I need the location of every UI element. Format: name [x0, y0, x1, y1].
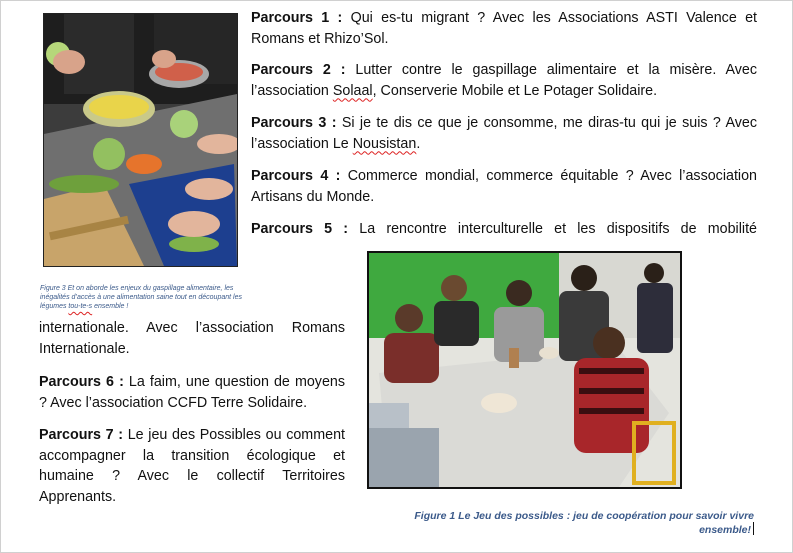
paragraph-parcours-5: Parcours 5 : La rencontre interculturelle et les dispositifs de mobilité	[251, 221, 757, 237]
flagged-word-nousistan: Nousistan	[352, 135, 417, 152]
text-cursor	[753, 522, 754, 535]
figure-3-caption-flagged-word: tou-te-s	[68, 303, 93, 310]
figure-1-caption: Figure 1 Le Jeu des possibles : jeu de coopération pour savoir vivre ensemble!	[414, 510, 754, 536]
paragraph-parcours-1: Parcours 1 : Qui es-tu migrant ? Avec les Associations ASTI Valence et Romans et Rhizo’Sol.	[251, 10, 757, 47]
paragraph-parcours-7: Parcours 7 : Le jeu des Possibles ou comment accompagner la transition écologique et humaine ? Avec le collectif Territoires Apprenants.	[39, 427, 346, 505]
paragraph-parcours-4: Parcours 4 : Commerce mondial, commerce équitable ? Avec l’association Artisans du Monde.	[251, 168, 757, 205]
paragraph-parcours-2: Parcours 2 : Lutter contre le gaspillage alimentaire et la misère. Avec l’association Solaal, Conserverie Mobile et Le Potager Solidaire.	[251, 62, 757, 99]
paragraph-parcours-3: Parcours 3 : Si je te dis ce que je consomme, me diras-tu qui je suis ? Avec l’association Le Nousistan.	[251, 115, 757, 152]
figure-3-caption: Figure 3 Et on aborde les enjeux du gaspillage alimentaire, les inégalités d’accès à une alimentation saine tout en découpant les légumes tou-te-s ensemble !	[40, 285, 242, 310]
paragraph-parcours-5-continued: internationale. Avec l’association Romans Internationale.	[39, 320, 345, 357]
cooking-photo	[43, 13, 238, 267]
paragraph-parcours-6: Parcours 6 : La faim, une question de moyens ? Avec l’association CCFD Terre Solidaire.	[39, 374, 346, 411]
flagged-word-solaal: Solaal	[332, 82, 373, 99]
group-game-photo	[367, 251, 682, 489]
